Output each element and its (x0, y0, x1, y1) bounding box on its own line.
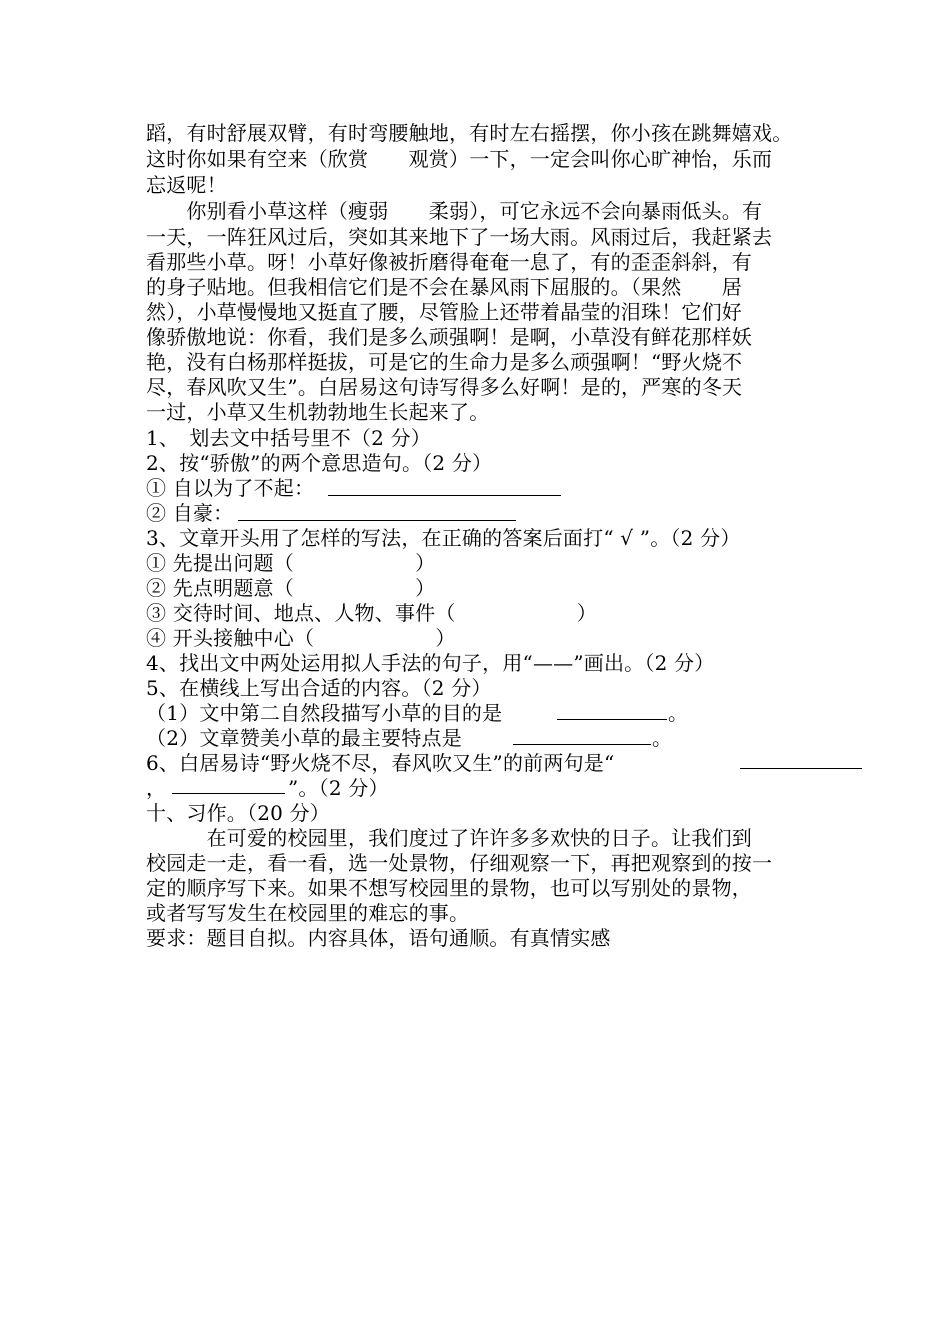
passage-line: 看那些小草。呀！小草好像被折磨得奄奄一息了，有的歪歪斜斜，有 (146, 250, 752, 274)
passage-line: 的身子贴地。但我相信它们是不会在暴风雨下屈服的。（果然 居 (146, 275, 742, 299)
question-3-option-d[interactable]: ④ 开头接触中心（ ） (146, 626, 456, 650)
question-6-line2-start: ， (146, 776, 167, 800)
question-5-part-2-end: 。 (652, 726, 673, 750)
composition-line: 或者写写发生在校园里的难忘的事。 (146, 901, 470, 925)
question-5-part-1: （1）文中第二自然段描写小草的目的是 (146, 701, 503, 725)
question-3-option-c[interactable]: ③ 交待时间、地点、人物、事件（ ） (146, 601, 597, 625)
question-2-sentence-a: ① 自以为了不起： (146, 476, 315, 500)
question-6-line2-end: ”。（2 分） (288, 776, 389, 800)
question-4: 4、找出文中两处运用拟人手法的句子，用“——”画出。（2 分） (146, 651, 715, 675)
question-3-option-a[interactable]: ① 先提出问题（ ） (146, 551, 436, 575)
question-5: 5、在横线上写出合适的内容。（2 分） (146, 676, 492, 700)
answer-blank-5-1[interactable] (557, 719, 667, 720)
passage-line: 你别看小草这样（瘦弱 柔弱），可它永远不会向暴雨低头。有 (146, 199, 763, 223)
question-5-part-1-end: 。 (668, 701, 689, 725)
answer-blank-6b[interactable] (172, 793, 285, 794)
passage-line: 然），小草慢慢地又挺直了腰，尽管脸上还带着晶莹的泪珠！它们好 (146, 300, 742, 324)
answer-blank-2a[interactable] (328, 495, 561, 496)
composition-line: 校园走一走，看一看，选一处景物，仔细观察一下，再把观察到的按一 (146, 851, 773, 875)
question-3: 3、文章开头用了怎样的写法，在正确的答案后面打“ √ ”。（2 分） (146, 526, 741, 550)
passage-line: 艳，没有白杨那样挺拔，可是它的生命力是多么顽强啊！“野火烧不 (146, 350, 743, 374)
question-3-option-b[interactable]: ② 先点明题意（ ） (146, 576, 436, 600)
passage-line: 像骄傲地说：你看，我们是多么顽强啊！是啊，小草没有鲜花那样妖 (146, 325, 752, 349)
passage-line: 蹈，有时舒展双臂，有时弯腰触地，有时左右摇摆，你小孩在跳舞嬉戏。 (146, 121, 793, 145)
composition-line: 在可爱的校园里，我们度过了许许多多欢快的日子。让我们到 (146, 826, 752, 850)
question-2: 2、按“骄傲”的两个意思造句。（2 分） (146, 451, 493, 475)
composition-heading: 十、习作。（20 分） (146, 801, 331, 825)
passage-line: 忘返呢！ (146, 173, 227, 197)
question-1: 1、 划去文中括号里不（2 分） (146, 426, 432, 450)
passage-line: 一天，一阵狂风过后，突如其来地下了一场大雨。风雨过后，我赶紧去 (146, 225, 773, 249)
passage-line: 尽，春风吹又生”。白居易这句诗写得多么好啊！是的，严寒的冬天 (146, 375, 743, 399)
answer-blank-6a[interactable] (740, 768, 862, 769)
answer-blank-5-2[interactable] (513, 744, 651, 745)
composition-line: 定的顺序写下来。如果不想写校园里的景物，也可以写别处的景物， (146, 876, 752, 900)
question-6: 6、白居易诗“野火烧不尽，春风吹又生”的前两句是“ (146, 751, 615, 775)
answer-blank-2b[interactable] (238, 520, 516, 521)
question-2-sentence-b: ② 自豪： (146, 501, 234, 525)
passage-line: 一过，小草又生机勃勃地生长起来了。 (146, 400, 490, 424)
composition-requirement: 要求：题目自拟。内容具体，语句通顺。有真情实感 (146, 926, 611, 950)
question-5-part-2: （2）文章赞美小草的最主要特点是 (146, 726, 462, 750)
passage-line: 这时你如果有空来（欣赏 观赏）一下，一定会叫你心旷神怡，乐而 (146, 147, 773, 171)
